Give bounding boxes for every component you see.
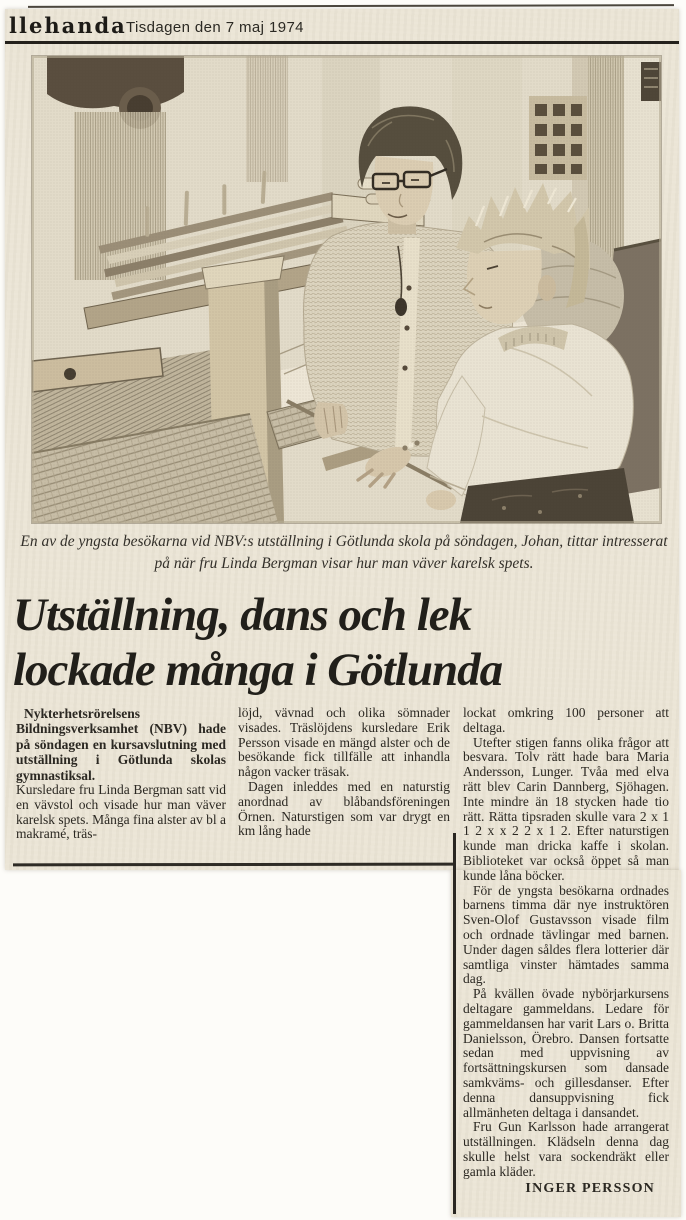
- masthead-title: llehanda: [9, 13, 127, 38]
- paragraph: På kvällen övade nybörjarkursens deltagare gammeldans. Ledare för gammeldansen har varit Lars o. Britta Danielsson, Örebro. Dansen fortsatte sedan med uppvisning av fortsättningskursen som dansade samkväms- och gillesdanser. Efter denna dansuppvisning fick allmänheten deltaga i dansandet.: [463, 986, 669, 1120]
- photo-illustration: [32, 56, 661, 523]
- article-column-2: [238, 706, 450, 839]
- halftone-overlay: [32, 56, 661, 523]
- paragraph: Kursledare fru Linda Bergman satt vid en vävstol och visade hur man väver karelsk spets. Många fina alster av bl a makramé, träs-: [16, 782, 226, 842]
- paragraph: lockat omkring 100 personer att deltaga.: [463, 705, 669, 735]
- paragraph: För de yngsta besökarna ordnades barnens timma där nye instruktören Sven-Olof Gustavsson visade film och ordnade tävlingar med barnen. Under dagen såldes flera lotterier där samtliga vinster hämtades samma dag.: [463, 882, 669, 987]
- paragraph: Utefter stigen fanns olika frågor att besvara. Tolv rätt hade bara Maria Andersson, Lunger. Tvåa med elva rätt blev Carin Dannberg, Sjöhagen. Inte mindre än 18 stycken hade tio rätt. Rätta tipsraden skulle vara 2 x 1 1 2 x x 2 2 x 1 2. Efter naturstigen kunde man dricka kaffe i skolan. Biblioteket var också öppet så man kunde låna böcker.: [463, 734, 669, 883]
- lead-paragraph: Nykterhetsrörelsens Bildningsverksamhet (NBV) hade på söndagen en kursavslutning med utställning i Götlunda skolas gymnastiksal.: [16, 706, 226, 783]
- headline-line1: Utställning, dans och lek: [13, 589, 472, 641]
- article-photo: [32, 56, 661, 523]
- photo-caption: En av de yngsta besökarna vid NBV:s utställning i Götlunda skola på söndagen, Johan, tittar intresserat på när fru Linda Bergman visar hur man väver karelsk spets.: [20, 533, 668, 572]
- article-headline: [13, 588, 678, 698]
- article-column-1: [16, 706, 226, 842]
- paragraph: Fru Gun Karlsson hade arrangerat utställningen. Klädseln denna dag skulle helst vara sockendräkt eller gamla kläder.: [463, 1119, 669, 1179]
- masthead-rule: [5, 41, 679, 44]
- byline: INGER PERSSON: [525, 1180, 655, 1196]
- paragraph: Dagen inleddes med en naturstig anordnad av blåbandsföreningen Örnen. Naturstigen som var drygt en km lång hade: [238, 778, 450, 839]
- column3-left-rule: [453, 833, 456, 1214]
- article-column-3: [463, 706, 669, 1196]
- masthead-date: Tisdagen den 7 maj 1974: [126, 19, 304, 36]
- headline-line2: lockade många i Götlunda: [13, 644, 503, 696]
- paragraph: löjd, vävnad och olika sömnader visades. Träslöjdens kursledare Erik Persson visade en mängd alster och de besökande fick tillfälle att inhandla någon vacker träsak.: [238, 705, 450, 780]
- torn-edge-line: [28, 4, 674, 8]
